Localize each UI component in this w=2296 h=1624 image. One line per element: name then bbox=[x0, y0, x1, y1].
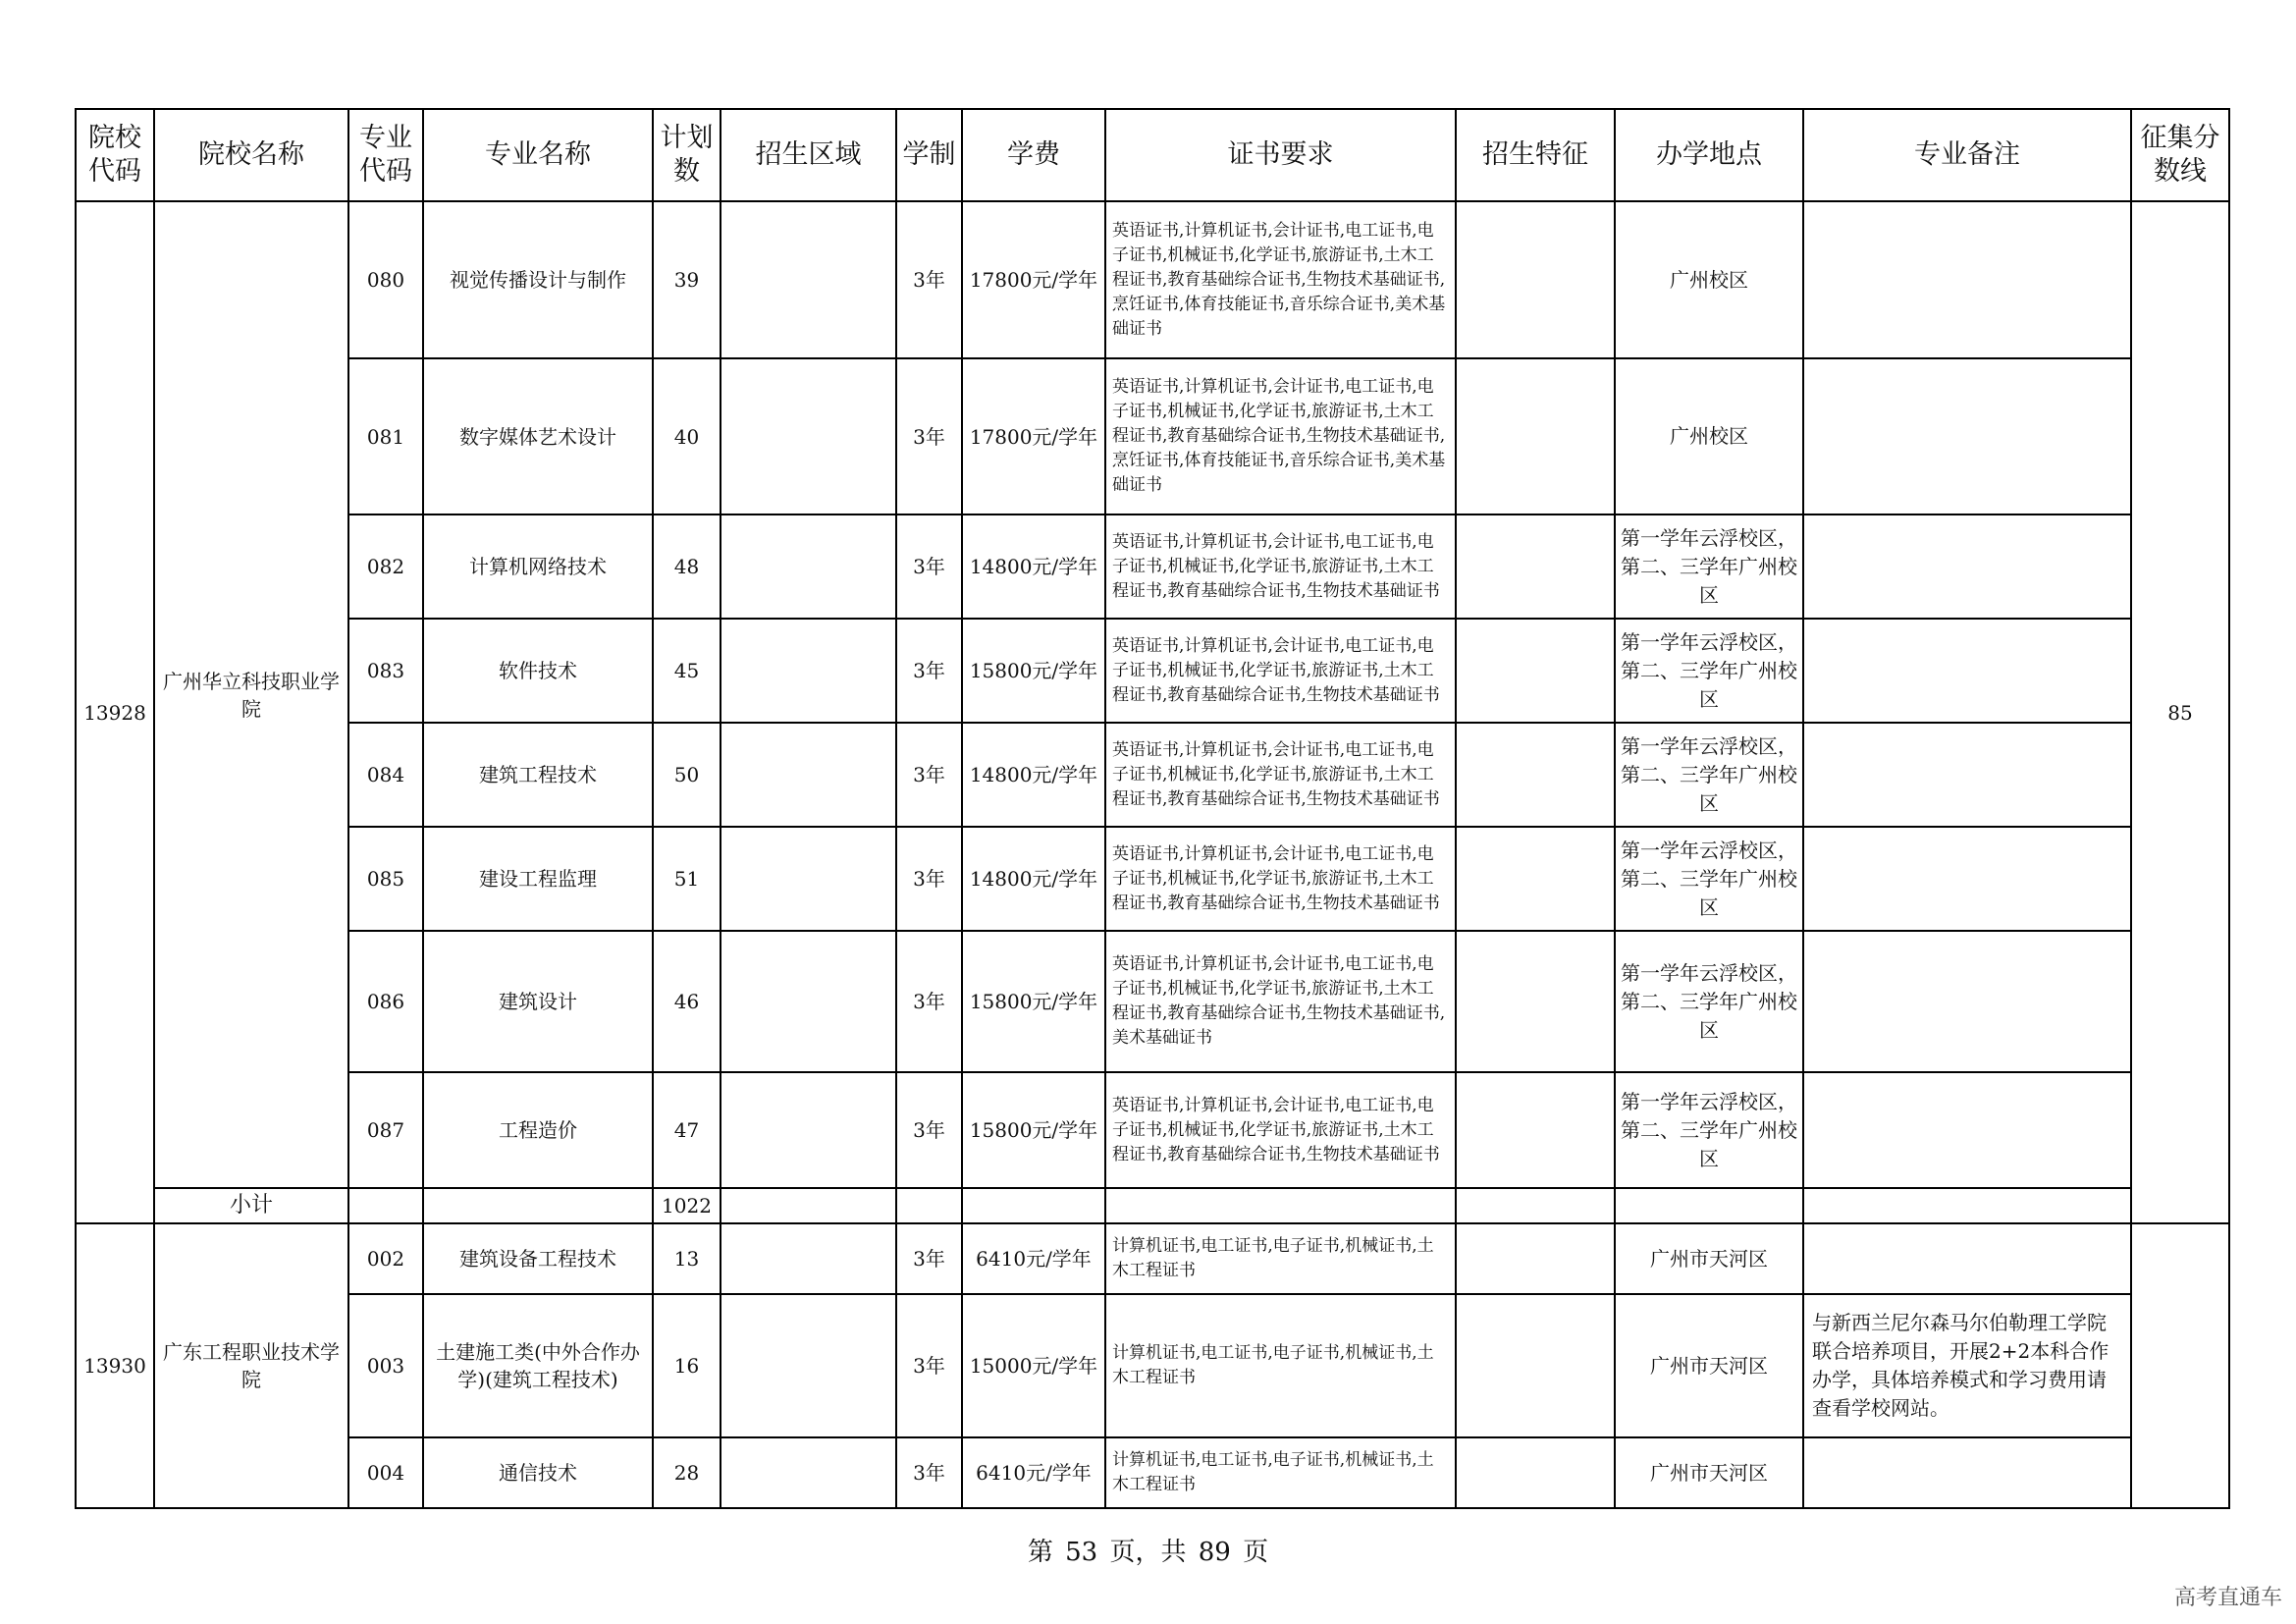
subtotal-value: 1022 bbox=[653, 1188, 721, 1223]
certificate-requirement: 英语证书,计算机证书,会计证书,电工证书,电子证书,机械证书,化学证书,旅游证书,土木工程证书,教育基础综合证书,生物技术基础证书,美术基础证书 bbox=[1105, 931, 1456, 1072]
feature bbox=[1456, 931, 1615, 1072]
header-tuition: 学费 bbox=[962, 109, 1105, 201]
certificate-requirement: 英语证书,计算机证书,会计证书,电工证书,电子证书,机械证书,化学证书,旅游证书,土木工程证书,教育基础综合证书,生物技术基础证书 bbox=[1105, 723, 1456, 827]
header-school-code: 院校代码 bbox=[76, 109, 154, 201]
region bbox=[721, 619, 896, 723]
major-code: 085 bbox=[348, 827, 423, 931]
campus: 第一学年云浮校区，第二、三学年广州校区 bbox=[1615, 514, 1803, 619]
certificate-requirement: 计算机证书,电工证书,电子证书,机械证书,土木工程证书 bbox=[1105, 1437, 1456, 1508]
certificate-requirement: 计算机证书,电工证书,电子证书,机械证书,土木工程证书 bbox=[1105, 1294, 1456, 1437]
major-name: 计算机网络技术 bbox=[423, 514, 653, 619]
major-name: 建筑设计 bbox=[423, 931, 653, 1072]
footer-middle: 页，共 bbox=[1109, 1538, 1187, 1567]
table-row bbox=[76, 619, 2229, 723]
region bbox=[721, 514, 896, 619]
plan-count: 46 bbox=[653, 931, 721, 1072]
major-code: 081 bbox=[348, 358, 423, 514]
campus: 广州市天河区 bbox=[1615, 1223, 1803, 1294]
certificate-requirement: 英语证书,计算机证书,会计证书,电工证书,电子证书,机械证书,化学证书,旅游证书,土木工程证书,教育基础综合证书,生物技术基础证书 bbox=[1105, 514, 1456, 619]
region bbox=[721, 723, 896, 827]
feature bbox=[1456, 619, 1615, 723]
feature bbox=[1456, 201, 1615, 358]
tuition: 6410元/学年 bbox=[962, 1223, 1105, 1294]
tuition: 15800元/学年 bbox=[962, 1072, 1105, 1188]
header-region: 招生区域 bbox=[721, 109, 896, 201]
campus: 广州校区 bbox=[1615, 201, 1803, 358]
duration: 3年 bbox=[896, 1294, 962, 1437]
table-row bbox=[76, 358, 2229, 514]
major-name: 软件技术 bbox=[423, 619, 653, 723]
major-note bbox=[1803, 827, 2131, 931]
empty-cell bbox=[962, 1188, 1105, 1223]
empty-cell bbox=[423, 1188, 653, 1223]
plan-count: 40 bbox=[653, 358, 721, 514]
tuition: 6410元/学年 bbox=[962, 1437, 1105, 1508]
major-code: 084 bbox=[348, 723, 423, 827]
major-note bbox=[1803, 931, 2131, 1072]
major-note bbox=[1803, 358, 2131, 514]
header-certificate: 证书要求 bbox=[1105, 109, 1456, 201]
certificate-requirement: 英语证书,计算机证书,会计证书,电工证书,电子证书,机械证书,化学证书,旅游证书,土木工程证书,教育基础综合证书,生物技术基础证书 bbox=[1105, 827, 1456, 931]
score-line: 85 bbox=[2131, 201, 2229, 1223]
subtotal-row bbox=[76, 1188, 2229, 1223]
plan-count: 51 bbox=[653, 827, 721, 931]
tuition: 17800元/学年 bbox=[962, 201, 1105, 358]
plan-count: 50 bbox=[653, 723, 721, 827]
feature bbox=[1456, 723, 1615, 827]
tuition: 15800元/学年 bbox=[962, 619, 1105, 723]
header-major-code: 专业代码 bbox=[348, 109, 423, 201]
tuition: 15000元/学年 bbox=[962, 1294, 1105, 1437]
region bbox=[721, 1072, 896, 1188]
header-note: 专业备注 bbox=[1803, 109, 2131, 201]
feature bbox=[1456, 827, 1615, 931]
campus: 第一学年云浮校区，第二、三学年广州校区 bbox=[1615, 1072, 1803, 1188]
school-name: 广州华立科技职业学院 bbox=[154, 201, 348, 1188]
empty-cell bbox=[896, 1188, 962, 1223]
duration: 3年 bbox=[896, 723, 962, 827]
major-name: 建设工程监理 bbox=[423, 827, 653, 931]
feature bbox=[1456, 1072, 1615, 1188]
region bbox=[721, 1223, 896, 1294]
feature bbox=[1456, 1294, 1615, 1437]
school-code: 13928 bbox=[76, 201, 154, 1223]
major-note bbox=[1803, 514, 2131, 619]
duration: 3年 bbox=[896, 827, 962, 931]
header-plan: 计划数 bbox=[653, 109, 721, 201]
header-score-line: 征集分数线 bbox=[2131, 109, 2229, 201]
campus: 广州市天河区 bbox=[1615, 1437, 1803, 1508]
certificate-requirement: 英语证书,计算机证书,会计证书,电工证书,电子证书,机械证书,化学证书,旅游证书,土木工程证书,教育基础综合证书,生物技术基础证书 bbox=[1105, 619, 1456, 723]
major-code: 080 bbox=[348, 201, 423, 358]
header-row bbox=[76, 109, 2229, 201]
admission-table-container bbox=[75, 108, 2228, 1509]
plan-count: 48 bbox=[653, 514, 721, 619]
feature bbox=[1456, 1437, 1615, 1508]
plan-count: 47 bbox=[653, 1072, 721, 1188]
campus: 第一学年云浮校区，第二、三学年广州校区 bbox=[1615, 931, 1803, 1072]
table-row bbox=[76, 1437, 2229, 1508]
feature bbox=[1456, 1223, 1615, 1294]
tuition: 14800元/学年 bbox=[962, 827, 1105, 931]
duration: 3年 bbox=[896, 931, 962, 1072]
major-name: 数字媒体艺术设计 bbox=[423, 358, 653, 514]
certificate-requirement: 英语证书,计算机证书,会计证书,电工证书,电子证书,机械证书,化学证书,旅游证书,土木工程证书,教育基础综合证书,生物技术基础证书,烹饪证书,体育技能证书,音乐综合证书,美术基础证书 bbox=[1105, 358, 1456, 514]
region bbox=[721, 1437, 896, 1508]
duration: 3年 bbox=[896, 201, 962, 358]
plan-count: 28 bbox=[653, 1437, 721, 1508]
major-name: 土建施工类(中外合作办学)(建筑工程技术) bbox=[423, 1294, 653, 1437]
table-row bbox=[76, 723, 2229, 827]
table-row bbox=[76, 827, 2229, 931]
major-name: 建筑设备工程技术 bbox=[423, 1223, 653, 1294]
table-row bbox=[76, 1223, 2229, 1294]
region bbox=[721, 827, 896, 931]
empty-cell bbox=[1803, 1188, 2131, 1223]
major-code: 002 bbox=[348, 1223, 423, 1294]
admission-table bbox=[75, 108, 2230, 1509]
certificate-requirement: 计算机证书,电工证书,电子证书,机械证书,土木工程证书 bbox=[1105, 1223, 1456, 1294]
header-major-name: 专业名称 bbox=[423, 109, 653, 201]
tuition: 14800元/学年 bbox=[962, 514, 1105, 619]
score-line bbox=[2131, 1223, 2229, 1508]
region bbox=[721, 358, 896, 514]
empty-cell bbox=[1105, 1188, 1456, 1223]
major-name: 工程造价 bbox=[423, 1072, 653, 1188]
duration: 3年 bbox=[896, 1437, 962, 1508]
footer-suffix: 页 bbox=[1243, 1538, 1269, 1567]
watermark-text: 高考直通车 bbox=[2173, 1586, 2282, 1610]
major-note: 与新西兰尼尔森马尔伯勒理工学院联合培养项目，开展2+2本科合作办学，具体培养模式和学习费用请查看学校网站。 bbox=[1803, 1294, 2131, 1437]
table-row bbox=[76, 514, 2229, 619]
header-campus: 办学地点 bbox=[1615, 109, 1803, 201]
duration: 3年 bbox=[896, 514, 962, 619]
footer-page-number: 53 bbox=[1065, 1538, 1098, 1567]
major-name: 建筑工程技术 bbox=[423, 723, 653, 827]
major-note bbox=[1803, 723, 2131, 827]
empty-cell bbox=[721, 1188, 896, 1223]
header-school-name: 院校名称 bbox=[154, 109, 348, 201]
major-code: 083 bbox=[348, 619, 423, 723]
major-code: 003 bbox=[348, 1294, 423, 1437]
plan-count: 16 bbox=[653, 1294, 721, 1437]
table-row bbox=[76, 931, 2229, 1072]
campus: 广州校区 bbox=[1615, 358, 1803, 514]
campus: 广州市天河区 bbox=[1615, 1294, 1803, 1437]
duration: 3年 bbox=[896, 358, 962, 514]
table-row bbox=[76, 1294, 2229, 1437]
major-note bbox=[1803, 1072, 2131, 1188]
region bbox=[721, 1294, 896, 1437]
empty-cell bbox=[1456, 1188, 1615, 1223]
certificate-requirement: 英语证书,计算机证书,会计证书,电工证书,电子证书,机械证书,化学证书,旅游证书,土木工程证书,教育基础综合证书,生物技术基础证书 bbox=[1105, 1072, 1456, 1188]
major-code: 086 bbox=[348, 931, 423, 1072]
major-name: 视觉传播设计与制作 bbox=[423, 201, 653, 358]
major-code: 004 bbox=[348, 1437, 423, 1508]
header-feature: 招生特征 bbox=[1456, 109, 1615, 201]
major-code: 087 bbox=[348, 1072, 423, 1188]
subtotal-label: 小计 bbox=[154, 1188, 348, 1223]
school-name: 广东工程职业技术学院 bbox=[154, 1223, 348, 1508]
plan-count: 13 bbox=[653, 1223, 721, 1294]
header-duration: 学制 bbox=[896, 109, 962, 201]
empty-cell bbox=[1615, 1188, 1803, 1223]
campus: 第一学年云浮校区，第二、三学年广州校区 bbox=[1615, 827, 1803, 931]
campus: 第一学年云浮校区，第二、三学年广州校区 bbox=[1615, 619, 1803, 723]
major-code: 082 bbox=[348, 514, 423, 619]
certificate-requirement: 英语证书,计算机证书,会计证书,电工证书,电子证书,机械证书,化学证书,旅游证书,土木工程证书,教育基础综合证书,生物技术基础证书,烹饪证书,体育技能证书,音乐综合证书,美术基础证书 bbox=[1105, 201, 1456, 358]
major-note bbox=[1803, 1223, 2131, 1294]
feature bbox=[1456, 514, 1615, 619]
tuition: 14800元/学年 bbox=[962, 723, 1105, 827]
school-code: 13930 bbox=[76, 1223, 154, 1508]
plan-count: 45 bbox=[653, 619, 721, 723]
footer-prefix: 第 bbox=[1027, 1538, 1053, 1567]
region bbox=[721, 201, 896, 358]
tuition: 15800元/学年 bbox=[962, 931, 1105, 1072]
campus: 第一学年云浮校区，第二、三学年广州校区 bbox=[1615, 723, 1803, 827]
major-note bbox=[1803, 619, 2131, 723]
major-note bbox=[1803, 201, 2131, 358]
feature bbox=[1456, 358, 1615, 514]
plan-count: 39 bbox=[653, 201, 721, 358]
major-name: 通信技术 bbox=[423, 1437, 653, 1508]
empty-cell bbox=[348, 1188, 423, 1223]
table-row bbox=[76, 201, 2229, 358]
table-row bbox=[76, 1072, 2229, 1188]
duration: 3年 bbox=[896, 1072, 962, 1188]
footer-total-pages: 89 bbox=[1198, 1538, 1231, 1567]
tuition: 17800元/学年 bbox=[962, 358, 1105, 514]
duration: 3年 bbox=[896, 619, 962, 723]
page-footer bbox=[0, 1532, 2296, 1568]
major-note bbox=[1803, 1437, 2131, 1508]
region bbox=[721, 931, 896, 1072]
duration: 3年 bbox=[896, 1223, 962, 1294]
